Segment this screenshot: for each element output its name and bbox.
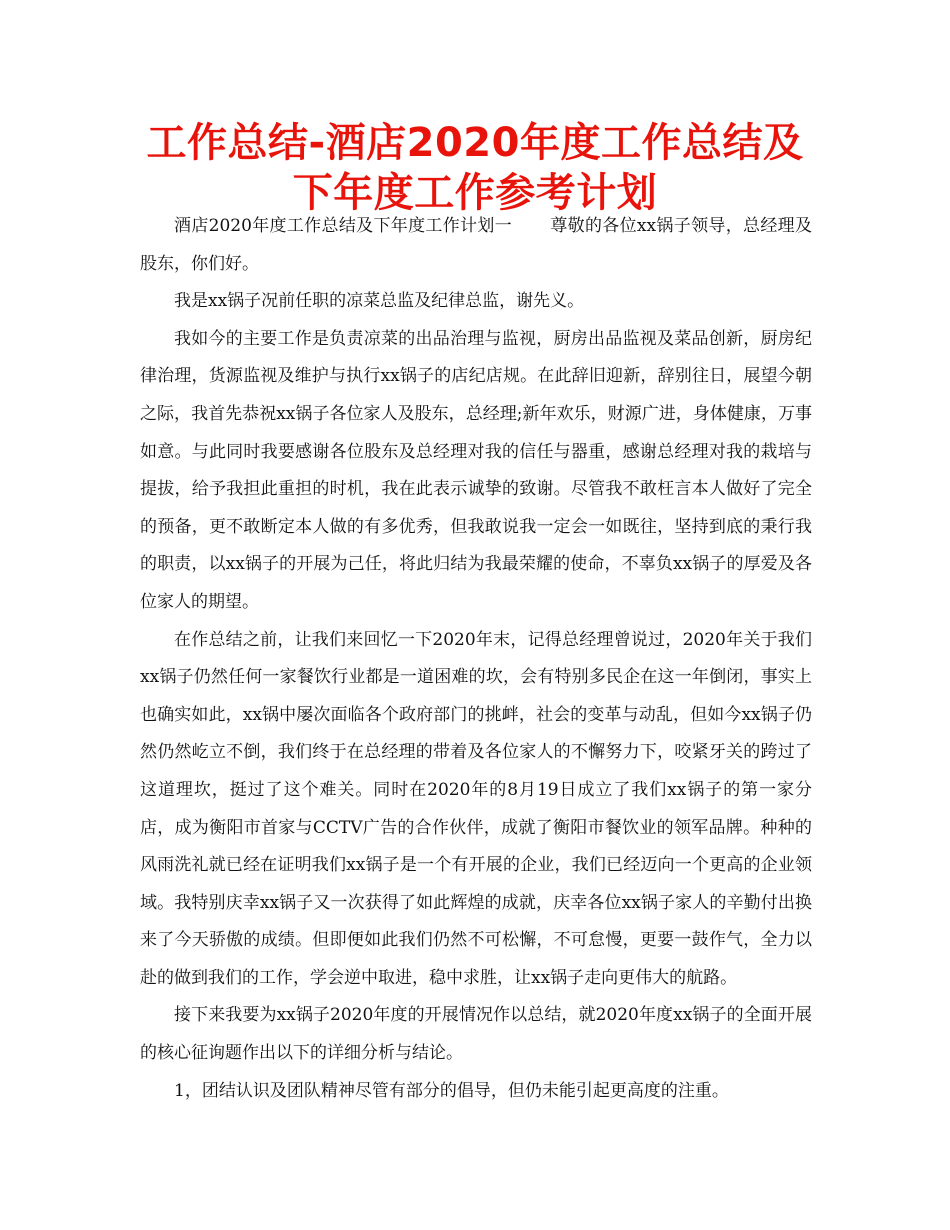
- paragraph-1-text: 尊敬的各位xx锅子领导，总经理及股东，你们好。: [140, 216, 812, 274]
- paragraph-2: 我是xx锅子况前任职的凉菜总监及纪律总监，谢先义。: [174, 291, 585, 312]
- paragraph-6: 1，团结认识及团队精神尽管有部分的倡导，但仍未能引起更高度的注重。: [174, 1080, 729, 1101]
- paragraph-1-lead: 酒店2020年度工作总结及下年度工作计划一: [174, 216, 513, 236]
- paragraph-4: 在作总结之前，让我们来回忆一下2020年末，记得总经理曾说过，2020年关于我们xx锅子仍然任何一家餐饮行业都是一道困难的坎，会有特别多民企在这一年倒闭，事实上也确实如此，xx锅中屡次面临各个政府部门的挑衅，社会的变革与动乱，但如今xx锅子仍然仍然屹立不倒，我们终于在总经理的带着及各位家人的不懈努力下，咬紧牙关的跨过了这道理坎，挺过了这个难关。同时在2020年的8月19日成立了我们xx锅子的第一家分店，成为衡阳市首家与CCTV广告的合作伙伴，成就了衡阳市餐饮业的领军品牌。种种的风雨洗礼就已经在证明我们xx锅子是一个有开展的企业，我们已经迈向一个更高的企业领域。我特别庆幸xx锅子又一次获得了如此辉煌的成就，庆幸各位xx锅子家人的辛勤付出换来了今天骄傲的成绩。但即便如此我们仍然不可松懈，不可怠慢，更要一鼓作气，全力以赴的做到我们的工作，学会逆中取进，稳中求胜，让xx锅子走向更伟大的航路。: [140, 629, 812, 988]
- document-body: [140, 208, 812, 1110]
- document-title: 工作总结-酒店2020年度工作总结及下年度工作参考计划: [146, 120, 804, 216]
- paragraph-3: 我如今的主要工作是负责凉菜的出品治理与监视，厨房出品监视及菜品创新，厨房纪律治理，货源监视及维护与执行xx锅子的店纪店规。在此辞旧迎新，辞别往日，展望今朝之际，我首先恭祝xx锅子各位家人及股东，总经理;新年欢乐，财源广进，身体健康，万事如意。与此同时我要感谢各位股东及总经理对我的信任与器重，感谢总经理对我的栽培与提拔，给予我担此重担的时机，我在此表示诚挚的致谢。尽管我不敢枉言本人做好了完全的预备，更不敢断定本人做的有多优秀，但我敢说我一定会一如既往，坚持到底的秉行我的职责，以xx锅子的开展为己任，将此归结为我最荣耀的使命，不辜负xx锅子的厚爱及各位家人的期望。: [140, 328, 812, 612]
- paragraph-1: [140, 208, 812, 283]
- paragraph-5: 接下来我要为xx锅子2020年度的开展情况作以总结，就2020年度xx锅子的全面开展的核心征询题作出以下的详细分析与结论。: [140, 1005, 812, 1064]
